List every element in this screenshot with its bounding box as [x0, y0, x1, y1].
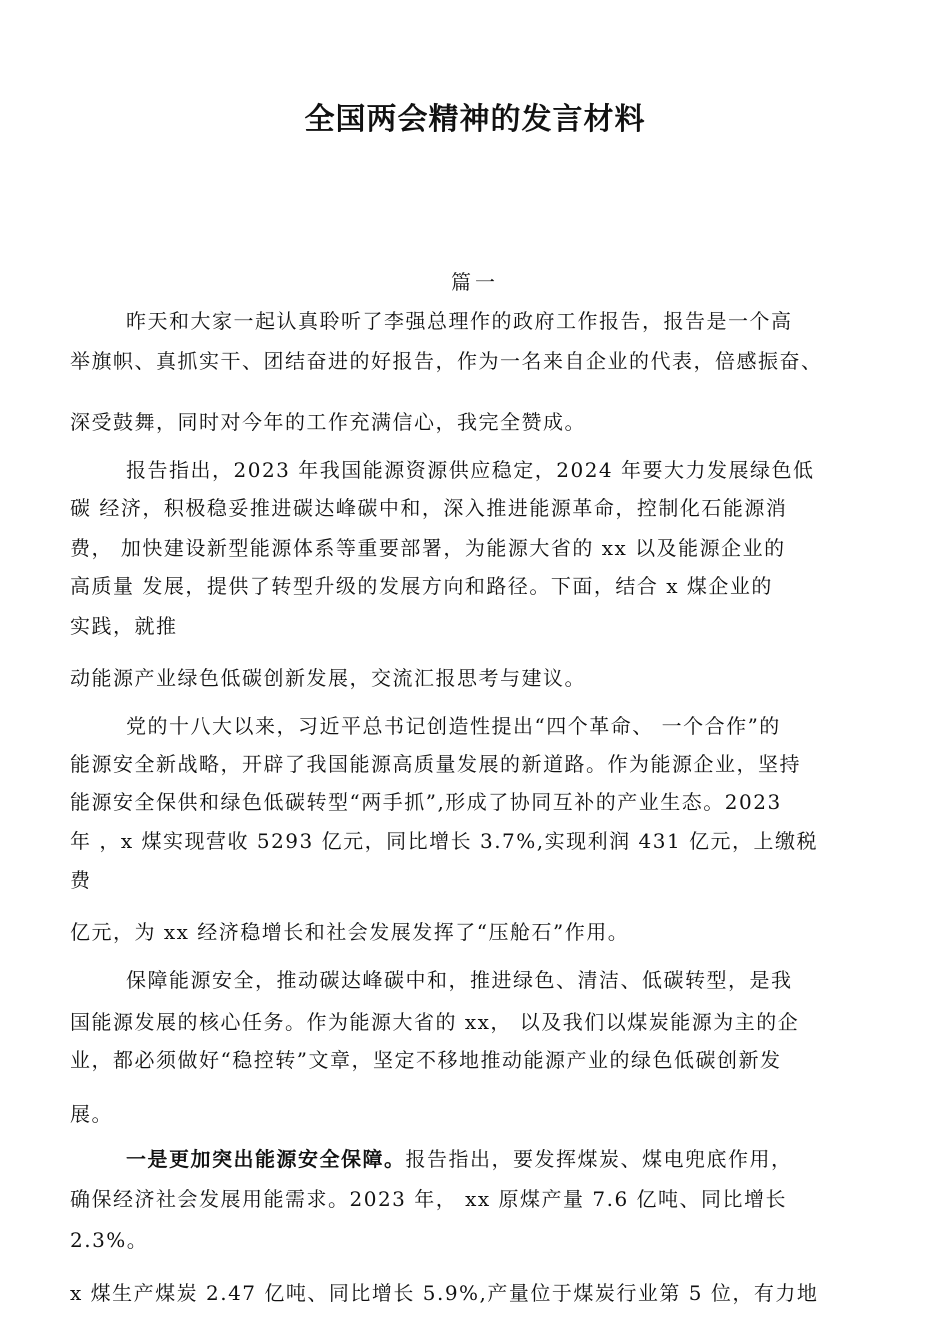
- paragraph-line: 动能源产业绿色低碳创新发展，交流汇报思考与建议。: [70, 666, 586, 690]
- paragraph-line: 年 ，x 煤实现营收 5293 亿元，同比增长 3.7%,实现利润 431 亿元，上缴税: [70, 829, 819, 853]
- page-title: 全国两会精神的发言材料: [304, 102, 646, 137]
- paragraph-line: 实践，就推: [70, 614, 178, 638]
- paragraph-line: 业，都必须做好“稳控转”文章，坚定不移地推动能源产业的绿色低碳创新发: [70, 1048, 782, 1072]
- paragraph-line: 费: [70, 868, 92, 892]
- paragraph-line: 碳 经济，积极稳妥推进碳达峰碳中和，深入推进能源革命，控制化石能源消: [70, 496, 788, 520]
- paragraph-line: x 煤生产煤炭 2.47 亿吨、同比增长 5.9%,产量位于煤炭行业第 5 位，有力地: [70, 1281, 819, 1305]
- paragraph-line: [126, 1145, 793, 1173]
- section-label: 篇一: [451, 270, 499, 294]
- paragraph-line: 国能源发展的核心任务。作为能源大省的 xx， 以及我们以煤炭能源为主的企: [70, 1010, 800, 1034]
- paragraph-line: 能源安全保供和绿色低碳转型“两手抓”,形成了协同互补的产业生态。2023: [70, 790, 782, 814]
- paragraph-line: 报告指出，2023 年我国能源资源供应稳定，2024 年要大力发展绿色低: [126, 458, 815, 482]
- paragraph-line: 能源安全新战略，开辟了我国能源高质量发展的新道路。作为能源企业，坚持: [70, 752, 801, 776]
- paragraph-line: 昨天和大家一起认真聆听了李强总理作的政府工作报告，报告是一个高: [126, 309, 793, 333]
- paragraph-line: 展。: [70, 1102, 113, 1126]
- paragraph-line: 党的十八大以来，习近平总书记创造性提出“四个革命、 一个合作”的: [126, 714, 781, 738]
- paragraph-line: 亿元，为 xx 经济稳增长和社会发展发挥了“压舱石”作用。: [70, 920, 630, 944]
- paragraph-line: 高质量 发展，提供了转型升级的发展方向和路径。下面，结合 x 煤企业的: [70, 574, 773, 598]
- paragraph-line: 举旗帜、真抓实干、团结奋进的好报告，作为一名来自企业的代表，倍感振奋、: [70, 349, 823, 373]
- paragraph-line: 2.3%。: [70, 1228, 149, 1252]
- bold-heading: 一是更加突出能源安全保障。: [126, 1147, 406, 1171]
- paragraph-line: 确保经济社会发展用能需求。2023 年， xx 原煤产量 7.6 亿吨、同比增长: [70, 1187, 788, 1211]
- paragraph-line: 保障能源安全，推动碳达峰碳中和，推进绿色、清洁、低碳转型，是我: [126, 968, 793, 992]
- paragraph-line: 费， 加快建设新型能源体系等重要部署，为能源大省的 xx 以及能源企业的: [70, 536, 786, 560]
- heading-rest: 报告指出，要发挥煤炭、煤电兜底作用，: [405, 1147, 793, 1171]
- paragraph-line: 深受鼓舞，同时对今年的工作充满信心，我完全赞成。: [70, 410, 586, 434]
